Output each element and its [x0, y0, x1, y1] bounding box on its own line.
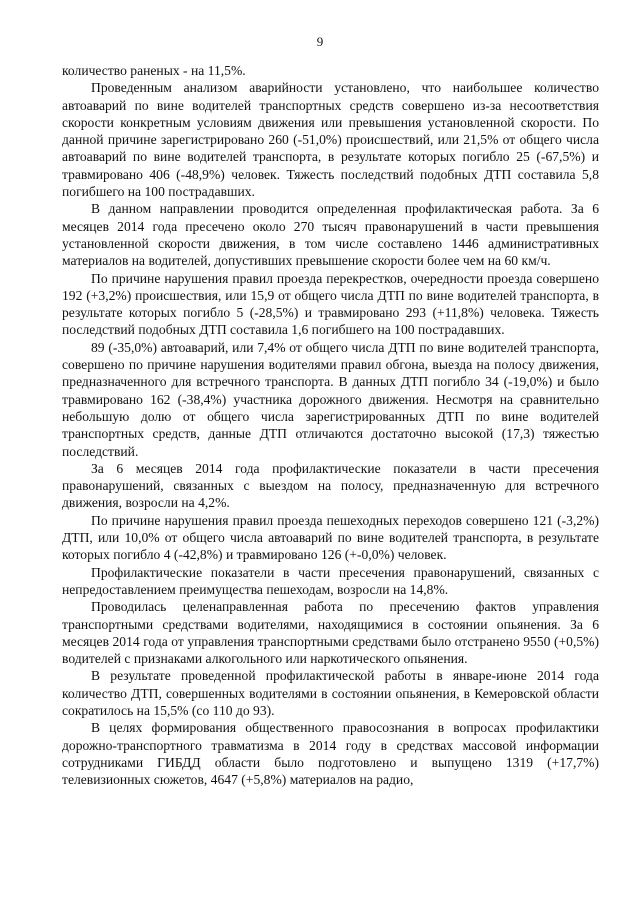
paragraph-speed-prevention: В данном направлении проводится определенная профилактическая работа. За 6 месяцев 2014 года пресечено около 270 тысяч правонарушений в части превышения установленной скорости движения, в том числе составлено 1446 административных материалов на водителей, допустивших превышение скорости более чем на 60 км/ч.: [62, 201, 599, 269]
paragraph-intoxication-result: В результате проведенной профилактической работы в январе-июне 2014 года количество ДТП, совершенных водителями в состоянии опьянения, в Кемеровской области сократилось на 15,5% (со 110 до 93).: [62, 668, 599, 718]
paragraph-overtaking: 89 (-35,0%) автоаварий, или 7,4% от общего числа ДТП по вине водителей транспорта, совершено по причине нарушения водителями правил обгона, выезда на полосу движения, предназначенного для встречного транспорта. В данных ДТП погибло 34 (-19,0%) и было травмировано 162 (-38,4%) участника дорожного движения. Несмотря на сравнительно небольшую долю от общего числа зарегистрированных ДТП по вине водителей транспортных средств, данные ДТП отличаются достаточно высокой (17,3) тяжестью последствий.: [62, 339, 599, 459]
paragraph-pedestrian-crossings: По причине нарушения правил проезда пешеходных переходов совершено 121 (-3,2%) ДТП, или 10,0% от общего числа автоаварий по вине водителей транспорта, в результате которых погибло 4 (-42,8%) и травмировано 126 (+-0,0%) человек.: [62, 512, 599, 563]
paragraph-intersections: По причине нарушения правил проезда перекрестков, очередности проезда совершено 192 (+3,2%) происшествия, или 15,9 от общего числа ДТП по вине водителей транспорта, в результате которых погибло 5 (-28,5%) и травмировано 293 (+11,8%) человека. Тяжесть последствий подобных ДТП составила 1,6 погибшего на 100 пострадавших.: [62, 270, 599, 338]
paragraph-oncoming-lane: За 6 месяцев 2014 года профилактические показатели в части пресечения правонарушений, связанных с выездом на полосу, предназначенную для встречного движения, возросли на 4,2%.: [62, 460, 599, 511]
paragraph-media: В целях формирования общественного правосознания в вопросах профилактики дорожно-транспортного травматизма в 2014 году в средствах массовой информации сотрудниками ГИБДД области было подготовлено и выпущено 1319 (+17,7%) телевизионных сюжетов, 4647 (+5,8%) материалов на радио,: [62, 720, 599, 788]
paragraph-speed-analysis: Проведенным анализом аварийности установлено, что наибольшее количество автоаварий по вине водителей транспортных средств совершено из-за несоответствия скорости конкретным условиям движения или превышения установленной скорости. По данной причине зарегистрировано 260 (-51,0%) происшествий, или 21,5% от общего числа автоаварий по вине водителей транспорта, в результате которых погибло 25 (-67,5%) и травмировано 406 (-48,9%) человек. Тяжесть последствий подобных ДТП составила 5,8 погибшего на 100 пострадавших.: [62, 80, 599, 200]
page-number: 9: [316, 34, 324, 49]
paragraph-pedestrian-priority: Профилактические показатели в части пресечения правонарушений, связанных с непредоставлением преимущества пешеходам, возросли на 14,8%.: [62, 564, 599, 597]
document-body: [62, 62, 599, 788]
paragraph-intoxication: Проводилась целенаправленная работа по пресечению фактов управления транспортными средствами водителями, находящимися в состоянии опьянения. За 6 месяцев 2014 года от управления транспортными средствами было отстранено 9550 (+0,5%) водителей с признаками алкогольного или наркотического опьянения.: [62, 599, 599, 667]
paragraph-continuation: количество раненых - на 11,5%.: [62, 63, 246, 78]
